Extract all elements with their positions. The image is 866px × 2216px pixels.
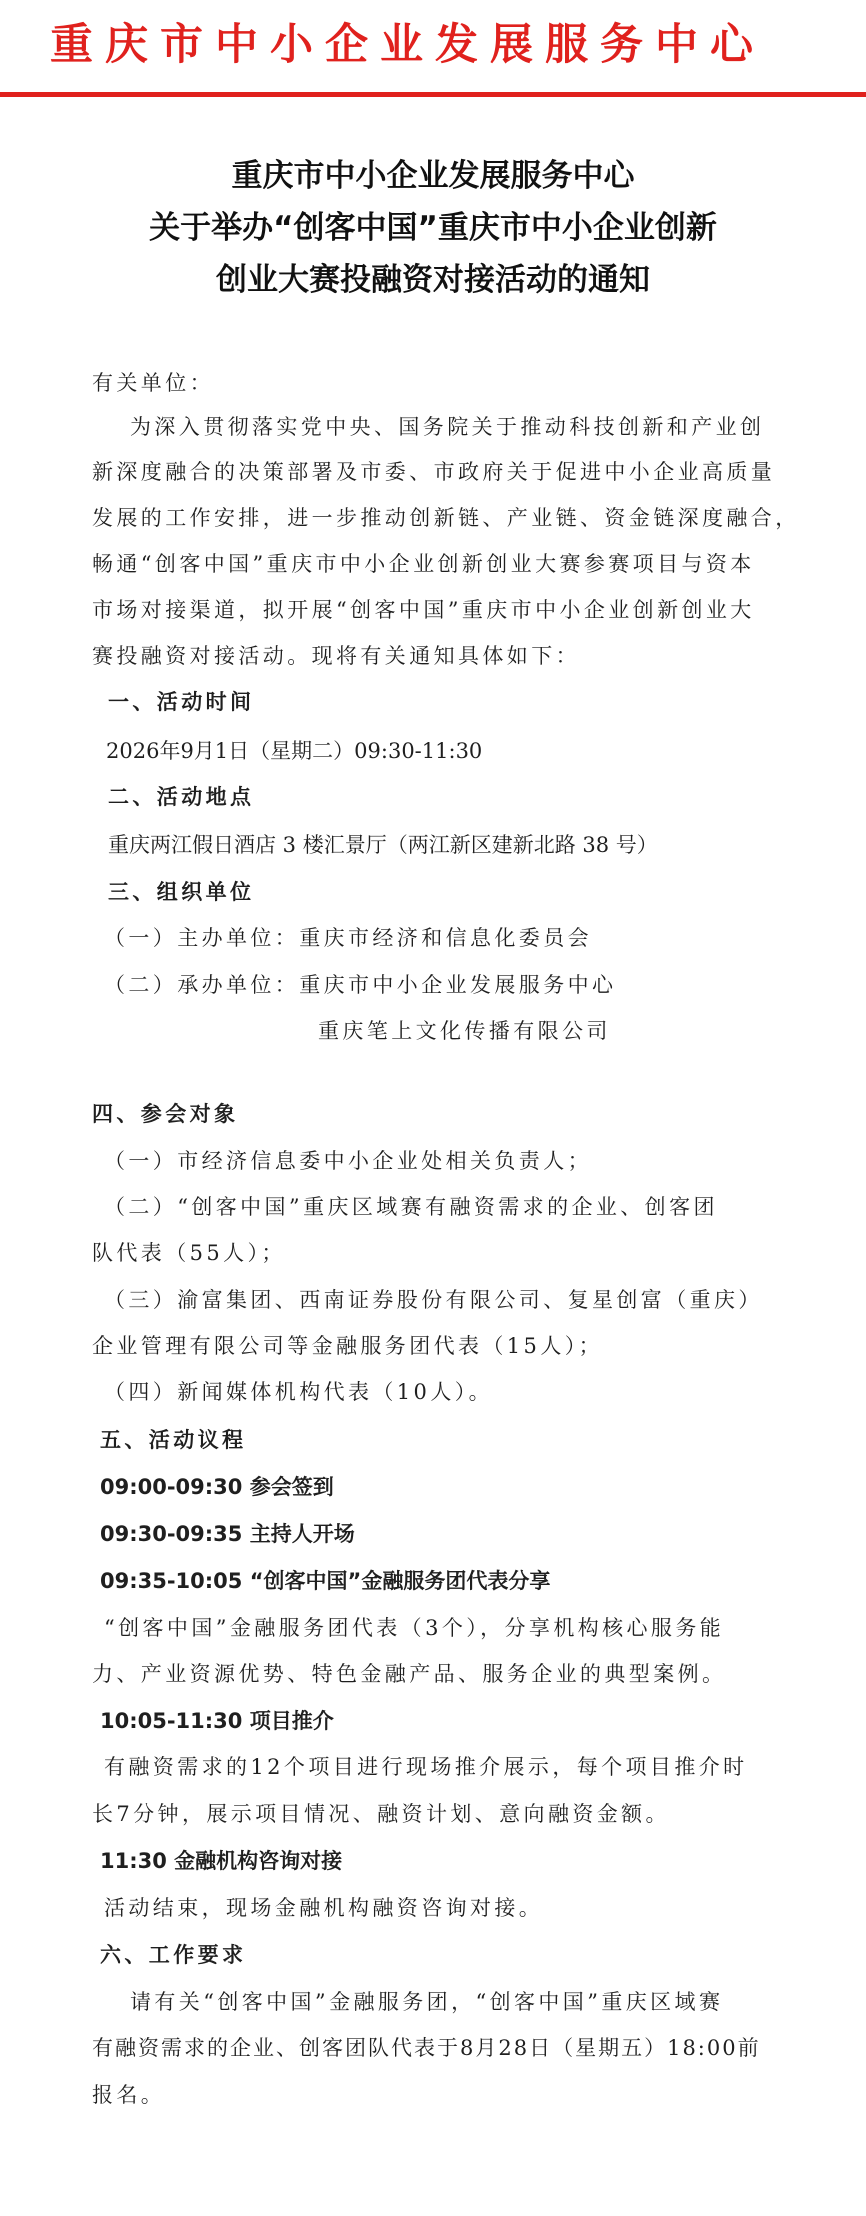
attendee-item-continued: 队代表（55人）； <box>92 1241 286 1265</box>
letterhead <box>0 0 866 100</box>
attendee-item: （三）渝富集团、西南证券股份有限公司、复星创富（重庆） <box>104 1288 763 1312</box>
intro-line-3: 发展的工作安排，进一步推动创新链、产业链、资金链深度融合， <box>92 506 800 530</box>
intro-line-2: 新深度融合的决策部署及市委、市政府关于促进中小企业高质量 <box>92 460 776 484</box>
requirement-line: 请有关“创客中国”金融服务团，“创客中国”重庆区域赛 <box>130 1990 724 2014</box>
attendee-item: （四）新闻媒体机构代表（10人）。 <box>104 1380 494 1404</box>
attendee-item-continued: 企业管理有限公司等金融服务团代表（15人）； <box>92 1334 604 1358</box>
activity-time: 2026年9月1日（星期二）09:30-11:30 <box>106 739 483 763</box>
organizer-unit-2: 重庆笔上文化传播有限公司 <box>318 1019 611 1043</box>
document-title <box>0 150 866 306</box>
host-unit: （一）主办单位：重庆市经济和信息化委员会 <box>104 926 592 950</box>
salutation: 有关单位： <box>92 371 214 395</box>
intro-line-6: 赛投融资对接活动。现将有关通知具体如下： <box>92 644 580 668</box>
section-1-heading: 一、活动时间 <box>108 690 255 714</box>
letterhead-red-rule <box>0 92 866 97</box>
letterhead-title: 重庆市中小企业发展服务中心 <box>50 20 765 70</box>
agenda-item-5-text: 活动结束，现场金融机构融资咨询对接。 <box>104 1896 544 1920</box>
intro-line-5: 市场对接渠道，拟开展“创客中国”重庆市中小企业创新创业大 <box>92 598 755 622</box>
section-4-heading: 四、参会对象 <box>92 1102 239 1126</box>
attendee-item: （一）市经济信息委中小企业处相关负责人； <box>104 1149 592 1173</box>
attendee-item: （二）“创客中国”重庆区域赛有融资需求的企业、创客团 <box>104 1195 718 1219</box>
organizer-unit: （二）承办单位：重庆市中小企业发展服务中心 <box>104 973 617 997</box>
agenda-item-3: 09:35-10:05 “创客中国”金融服务团代表分享 <box>100 1569 551 1593</box>
agenda-item-1: 09:00-09:30 参会签到 <box>100 1475 334 1499</box>
agenda-item-3-text: “创客中国”金融服务团代表（3个），分享机构核心服务能 <box>104 1616 725 1640</box>
agenda-item-4: 10:05-11:30 项目推介 <box>100 1709 334 1733</box>
section-5-heading: 五、活动议程 <box>100 1428 247 1452</box>
section-6-heading: 六、工作要求 <box>100 1943 247 1967</box>
agenda-item-5: 11:30 金融机构咨询对接 <box>100 1849 343 1873</box>
agenda-item-2: 09:30-09:35 主持人开场 <box>100 1522 355 1546</box>
section-3-heading: 三、组织单位 <box>108 880 255 904</box>
section-2-heading: 二、活动地点 <box>108 785 255 809</box>
requirement-line: 报名。 <box>92 2083 166 2107</box>
title-line-3: 创业大赛投融资对接活动的通知 <box>216 262 650 298</box>
intro-line-1: 为深入贯彻落实党中央、国务院关于推动科技创新和产业创 <box>130 415 765 439</box>
title-line-1: 重庆市中小企业发展服务中心 <box>231 158 635 194</box>
agenda-item-3-text: 力、产业资源优势、特色金融产品、服务企业的典型案例。 <box>92 1662 727 1686</box>
intro-line-4: 畅通“创客中国”重庆市中小企业创新创业大赛参赛项目与资本 <box>92 552 755 576</box>
agenda-item-4-text: 有融资需求的12个项目进行现场推介展示，每个项目推介时 <box>104 1755 748 1779</box>
agenda-item-4-text: 长7分钟，展示项目情况、融资计划、意向融资金额。 <box>92 1802 670 1826</box>
title-line-2: 关于举办“创客中国”重庆市中小企业创新 <box>149 210 717 246</box>
activity-location: 重庆两江假日酒店 3 楼汇景厅（两江新区建新北路 38 号） <box>108 833 658 857</box>
requirement-line: 有融资需求的企业、创客团队代表于8月28日（星期五）18:00前 <box>92 2036 761 2060</box>
